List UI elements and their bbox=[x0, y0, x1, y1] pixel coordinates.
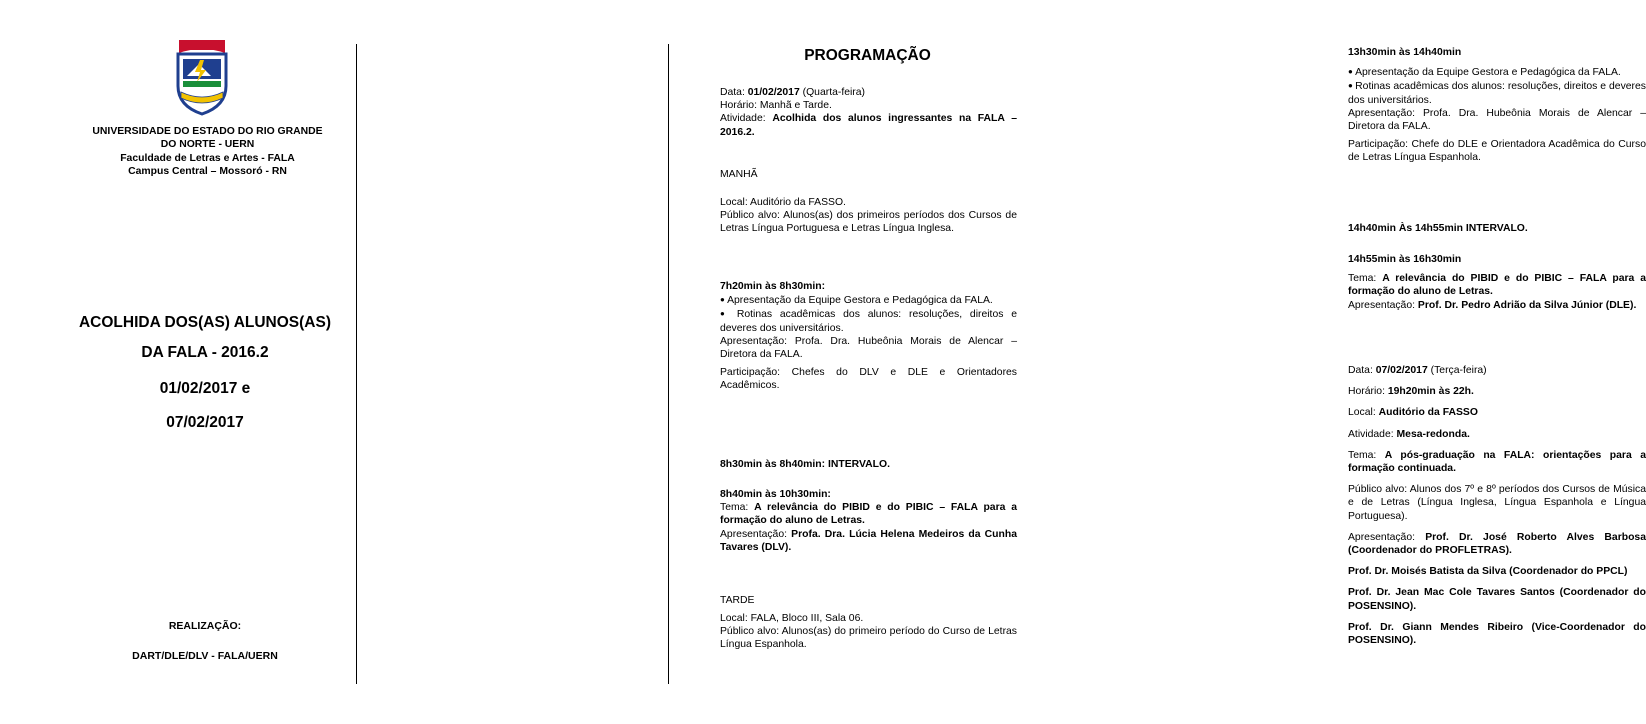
atividade-value: Mesa-redonda. bbox=[1396, 428, 1470, 440]
tarde-intervalo: 14h40min Às 14h55min INTERVALO. bbox=[1348, 223, 1528, 234]
data-value: 01/02/2017 bbox=[747, 87, 800, 98]
atividade-label: Atividade: bbox=[1348, 428, 1397, 440]
manha-intervalo: 8h30min às 8h40min: INTERVALO. bbox=[720, 459, 890, 470]
data-value: 07/02/2017 bbox=[1375, 365, 1428, 376]
tema-label: Tema: bbox=[720, 502, 755, 514]
uern-logo bbox=[173, 40, 231, 118]
manha-label: MANHÃ bbox=[720, 169, 758, 180]
horario-value: 19h20min às 22h. bbox=[1387, 386, 1474, 398]
apresentacao-label: Apresentação: bbox=[1348, 531, 1426, 543]
event-dates-line2: 07/02/2017 bbox=[166, 414, 244, 431]
realizacao-label: REALIZAÇÃO: bbox=[168, 620, 242, 632]
tema-value: A relevância do PIBID e do PIBIC – FALA para a formação do aluno de Letras. bbox=[1348, 273, 1646, 298]
programacao-title: PROGRAMAÇÃO bbox=[804, 47, 931, 64]
list-item: ● Apresentação da Equipe Gestora e Pedagógica da FALA. bbox=[720, 293, 1017, 307]
apresentacao: Apresentação: Profa. Dra. Hubeônia Morais de Alencar – Diretora da FALA. bbox=[1348, 107, 1646, 133]
apresentacao-value: Profa. Dra. Lúcia Helena Medeiros da Cunha Tavares (DLV). bbox=[720, 528, 1017, 553]
local-value: Auditório da FASSO bbox=[1378, 407, 1478, 419]
realizacao-value: DART/DLE/DLV - FALA/UERN bbox=[132, 650, 278, 662]
institution-header bbox=[55, 125, 360, 178]
apresentacao-label: Apresentação: bbox=[720, 528, 792, 540]
data-suffix: (Quarta-feira) bbox=[799, 87, 865, 98]
apresentacao-value: Prof. Dr. José Roberto Alves Barbosa (Coordenador do PROFLETRAS). bbox=[1348, 531, 1646, 557]
session-time: 13h30min às 14h40min bbox=[1348, 47, 1462, 58]
local: Local: Auditório da FASSO. bbox=[720, 197, 846, 208]
apresentacao-label: Apresentação: bbox=[1348, 299, 1418, 311]
column-divider bbox=[668, 44, 669, 684]
apresentacao-value: Prof. Dr. Giann Mendes Ribeiro (Vice-Coordenador do POSENSINO). bbox=[1348, 621, 1646, 647]
local: Local: FALA, Bloco III, Sala 06. bbox=[720, 613, 864, 624]
tema-value: A relevância do PIBID e do PIBIC – FALA para a formação do aluno de Letras. bbox=[720, 502, 1017, 527]
day2-info bbox=[1348, 364, 1646, 647]
tema-label: Tema: bbox=[1348, 449, 1385, 461]
middle-panel bbox=[358, 0, 1017, 724]
publico: Público alvo: Alunos(as) do primeiro período do Curso de Letras Língua Espanhola. bbox=[720, 626, 1017, 651]
list-item: ● Apresentação da Equipe Gestora e Pedagógica da FALA. bbox=[1348, 65, 1646, 79]
right-panel bbox=[670, 0, 1646, 724]
tarde-label: TARDE bbox=[720, 595, 755, 606]
publico: Público alvo: Alunos dos 7º e 8º períodos dos Cursos de Música e de Letras (Língua Inglesa, Língua Espanhola e Língua Portuguesa). bbox=[1348, 484, 1646, 522]
tema-value: A pós-graduação na FALA: orientações para a formação continuada. bbox=[1348, 449, 1646, 475]
session-time: 14h55min às 16h30min bbox=[1348, 254, 1462, 265]
apresentacao-value: Prof. Dr. Moisés Batista da Silva (Coordenador do PPCL) bbox=[1348, 566, 1628, 578]
publico: Público alvo: Alunos(as) dos primeiros períodos dos Cursos de Letras Língua Portuguesa e Letras Língua Inglesa. bbox=[720, 210, 1017, 235]
list-item: ● Rotinas acadêmicas dos alunos: resoluções, direitos e deveres dos universitários. bbox=[1348, 79, 1646, 106]
atividade-value: Acolhida dos alunos ingressantes na FALA – 2016.2. bbox=[720, 113, 1017, 138]
list-item: ● Rotinas acadêmicas dos alunos: resoluções, direitos e deveres dos universitários. bbox=[720, 307, 1017, 334]
institution-line: UNIVERSIDADE DO ESTADO DO RIO GRANDE bbox=[92, 126, 323, 137]
event-title-line1: ACOLHIDA DOS(AS) ALUNOS(AS) bbox=[78, 314, 331, 331]
institution-line: Faculdade de Letras e Artes - FALA bbox=[120, 152, 295, 164]
apresentacao-value: Prof. Dr. Pedro Adrião da Silva Júnior (DLE). bbox=[1417, 299, 1637, 311]
participacao: Participação: Chefes do DLV e DLE e Orientadores Acadêmicos. bbox=[720, 367, 1017, 392]
event-dates-line1: 01/02/2017 e bbox=[159, 380, 251, 397]
apresentacao-value: Prof. Dr. Jean Mac Cole Tavares Santos (Coordenador do POSENSINO). bbox=[1348, 587, 1646, 612]
institution-line: DO NORTE - UERN bbox=[160, 139, 255, 151]
local-label: Local: bbox=[1348, 407, 1379, 419]
left-panel bbox=[0, 0, 356, 724]
session-time: 7h20min às 8h30min: bbox=[720, 281, 826, 292]
apresentacao: Apresentação: Profa. Dra. Hubeônia Morais de Alencar – Diretora da FALA. bbox=[720, 335, 1017, 361]
horario: Horário: Manhã e Tarde. bbox=[720, 100, 832, 112]
session-time: 8h40min às 10h30min: bbox=[720, 489, 831, 500]
institution-line: Campus Central – Mossoró - RN bbox=[128, 165, 287, 177]
column-divider bbox=[356, 44, 357, 684]
tarde-session2 bbox=[1348, 253, 1646, 312]
data-label: Data: bbox=[720, 87, 748, 98]
tema-label: Tema: bbox=[1348, 273, 1383, 285]
participacao: Participação: Chefe do DLE e Orientadora Acadêmica do Curso de Letras Língua Espanhola. bbox=[1348, 139, 1646, 164]
tarde-session1 bbox=[1348, 46, 1646, 165]
data-label: Data: bbox=[1348, 365, 1376, 376]
atividade-label: Atividade: bbox=[720, 113, 773, 125]
event-title-line2: DA FALA - 2016.2 bbox=[141, 344, 269, 361]
data-suffix: (Terça-feira) bbox=[1427, 365, 1487, 376]
horario-label: Horário: bbox=[1348, 386, 1388, 398]
